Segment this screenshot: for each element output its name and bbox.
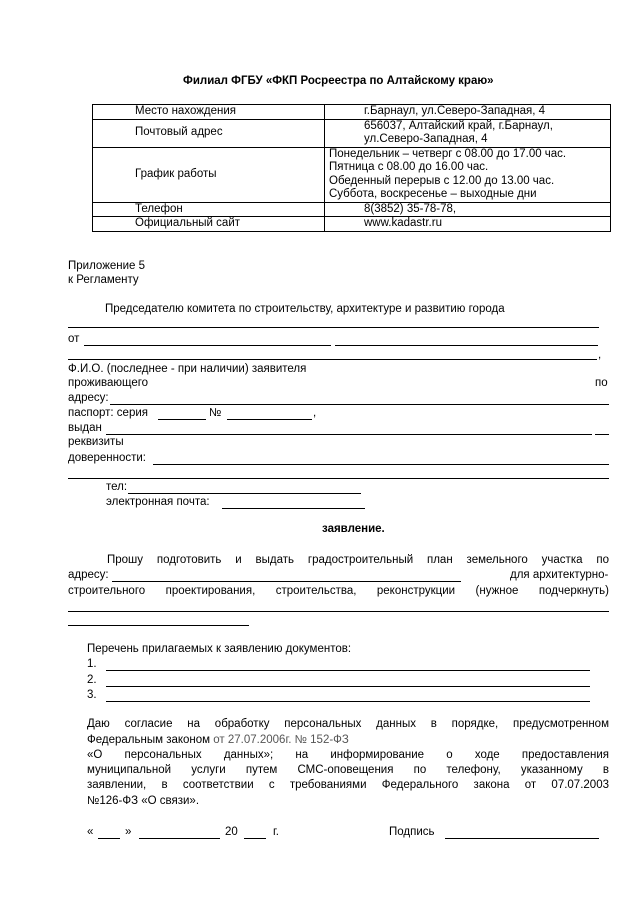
addressee: Председателю комитета по строительству, архитектуре и развитию города [105,303,505,315]
consent-law-name: Федеральным законом [87,734,211,746]
table-cell-value: г.Барнаул, ул.Северо-Западная, 4 [325,105,611,120]
page-title: Филиал ФГБУ «ФКП Росреестра по Алтайскому краю» [183,75,494,87]
table-row [93,147,611,202]
statement-text-line: строительного проектирования, строительства, реконструкции (нужное подчеркнуть) [68,585,609,597]
requisites-label: реквизиты [68,436,124,448]
table-cell-label: Телефон [93,202,325,217]
consent-text-line: «О персональных данных»; на информирование о ходе предоставления [87,749,609,761]
phone-label: тел: [106,481,128,493]
statement-text-line: Прошу подготовить и выдать градостроительный план земельного участка по [107,554,609,566]
consent-text-line [87,734,349,746]
table-row [93,119,611,147]
comma: , [313,407,317,419]
from-label: от [68,333,80,345]
passport-series-label: паспорт: серия [68,407,148,419]
table-cell-label: Почтовый адрес [93,119,325,147]
table-cell-line: 656037, Алтайский край, г.Барнаул, [364,119,553,132]
phone-field[interactable] [128,493,361,494]
issued-field[interactable] [106,434,592,435]
statement-blank-line-short[interactable] [68,625,249,626]
table-cell-value [325,119,611,147]
issued-label: выдан [68,422,102,434]
passport-series-field[interactable] [158,419,206,420]
statement-text-line: для архитектурно- [510,569,609,581]
passport-number-field[interactable] [227,419,312,420]
signature-field[interactable] [445,838,599,839]
consent-law-ref: от 27.07.2006г. № 152-ФЗ [210,734,349,746]
address-field[interactable] [110,404,609,405]
consent-text-line: муниципальной услуги путем СМС-оповещения по телефону, указанному в [87,764,609,776]
from-field-cont[interactable] [335,345,598,346]
table-cell-label: График работы [93,147,325,202]
email-field[interactable] [222,508,365,509]
contact-info-table [92,104,611,232]
date-close-quote: » [125,826,132,838]
table-cell-line: Понедельник – четверг с 08.00 до 17.00 час. [329,147,567,160]
appendix-reference: к Регламенту [68,274,139,286]
applicant-blank-line[interactable] [68,359,597,360]
signature-label: Подпись [389,826,435,838]
email-label: электронная почта: [106,496,210,508]
at-label: по [595,377,608,389]
statement-heading: заявление. [322,523,385,535]
document-item-number: 1. [87,658,97,670]
from-field[interactable] [84,345,331,346]
power-of-attorney-blank-line[interactable] [68,478,609,479]
document-item-field[interactable] [106,686,590,687]
date-open-quote: « [87,826,94,838]
power-of-attorney-field[interactable] [153,464,609,465]
fio-label: Ф.И.О. (последнее - при наличии) заявителя [68,363,307,375]
date-month-field[interactable] [139,838,220,839]
comma: , [598,349,602,361]
documents-heading: Перечень прилагаемых к заявлению документов: [87,643,352,655]
table-cell-line: ул.Северо-Западная, 4 [364,133,488,145]
table-row [93,202,611,217]
table-cell-value: www.kadastr.ru [325,217,611,232]
address-label: адресу: [68,392,109,404]
table-row [93,105,611,120]
statement-blank-line[interactable] [68,611,609,612]
table-cell-line: Пятница с 08.00 до 16.00 час. [329,161,489,173]
date-year-prefix: 20 [225,826,238,838]
statement-address-field[interactable] [112,581,461,582]
consent-text-line: Даю согласие на обработку персональных данных в порядке, предусмотренном [87,718,609,730]
date-year-field[interactable] [244,838,266,839]
table-cell-line: Суббота, воскресенье – выходные дни [329,188,537,200]
date-day-field[interactable] [98,838,120,839]
table-cell-value [325,147,611,202]
date-year-suffix: г. [273,826,279,838]
residing-label: проживающего [68,377,149,389]
table-cell-value: 8(3852) 35-78-78, [325,202,611,217]
table-cell-line: Обеденный перерыв с 12.00 до 13.00 час. [329,174,555,187]
table-cell-label: Официальный сайт [93,217,325,232]
document-item-field[interactable] [106,670,590,671]
document-item-field[interactable] [106,701,590,702]
statement-address-label: адресу: [68,569,109,581]
power-of-attorney-label: доверенности: [68,452,147,464]
appendix-number: Приложение 5 [68,260,146,272]
issued-field-end[interactable] [595,434,609,435]
table-row [93,217,611,232]
addressee-blank-line[interactable] [68,327,599,328]
passport-number-label: № [209,407,222,419]
table-cell-label: Место нахождения [93,105,325,120]
consent-text-line: №126-ФЗ «О связи». [87,795,200,807]
document-item-number: 2. [87,674,97,686]
consent-text-line: заявлении, в соответствии с требованиями Федерального закона от 07.07.2003 [87,779,609,791]
document-item-number: 3. [87,689,97,701]
